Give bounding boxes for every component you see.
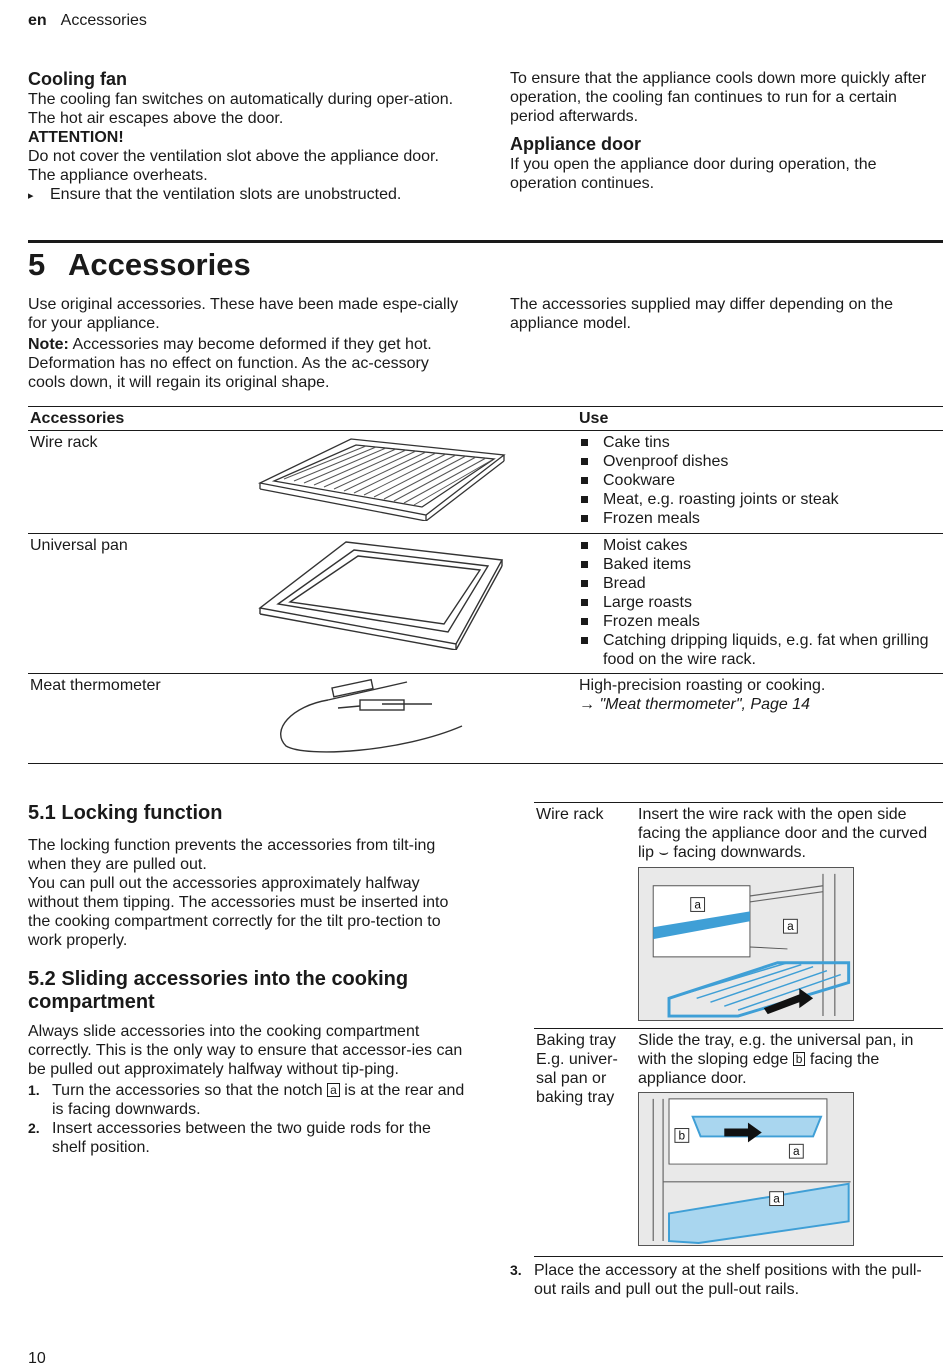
figure-label-a: a <box>773 1191 780 1206</box>
appliance-door-text: If you open the appliance door during operation, the operation continues. <box>510 156 877 192</box>
notch-marker: a <box>327 1083 340 1097</box>
chapter-number: 5 <box>28 247 46 282</box>
cooling-fan-text: The cooling fan switches on automatically during oper-ation. The hot air escapes above the door. <box>28 91 454 127</box>
cooling-fan-section <box>28 68 468 206</box>
step-list-continued <box>510 1261 940 1299</box>
wire-rack-insert-figure <box>638 867 854 1021</box>
instruction-bullet <box>28 185 468 206</box>
wire-rack-image <box>256 435 506 521</box>
wire-rack-instruction: Insert the wire rack with the open side facing the appliance door and the curved lip ⌣ facing downwards. <box>638 806 928 861</box>
list-item: Meat, e.g. roasting joints or steak <box>579 490 941 509</box>
sliding-section <box>28 968 468 1157</box>
step-number: 3. <box>510 1262 522 1278</box>
universal-pan-image <box>256 540 506 650</box>
universal-pan-uses <box>579 536 941 669</box>
note-body: Accessories may become deformed if they get hot. Deformation has no effect on function. As the ac-cessory cools down, it will regain its original shape. <box>28 336 432 391</box>
page-number: 10 <box>28 1350 46 1367</box>
locking-text-2: You can pull out the accessories approximately halfway without them tipping. The accessories must be inserted into the cooking compartment correctly for the tilt pro-tection to work properly. <box>28 875 449 949</box>
page-reference-link[interactable]: → "Meat thermometer", Page 14 <box>579 696 811 713</box>
cooling-fan-heading: Cooling fan <box>28 69 127 89</box>
list-item: Baked items <box>579 555 941 574</box>
list-item: Ovenproof dishes <box>579 452 941 471</box>
note-label: Note: <box>28 336 69 353</box>
list-item: Frozen meals <box>579 612 941 631</box>
note-text <box>28 335 468 392</box>
baking-tray-insert-figure <box>638 1092 854 1246</box>
step-number: 2. <box>28 1120 40 1136</box>
list-item: Large roasts <box>579 593 941 612</box>
table-row <box>534 1029 943 1257</box>
table-row <box>534 803 943 1029</box>
chapter-title <box>28 247 251 283</box>
list-item: Cake tins <box>579 433 941 452</box>
locking-section <box>28 802 468 950</box>
list-item: 1. Turn the accessories so that the notch a is at the rear and is facing downwards. <box>28 1082 465 1118</box>
table-row <box>28 534 943 674</box>
list-item: Moist cakes <box>579 536 941 555</box>
figure-label-a: a <box>787 919 794 934</box>
locking-heading: 5.1 Locking function <box>28 802 223 824</box>
list-item: Bread <box>579 574 941 593</box>
table-row <box>28 674 943 764</box>
accessory-name: Meat thermometer <box>30 677 161 694</box>
figure-label-a: a <box>793 1144 800 1159</box>
cooling-fan-continued <box>510 69 940 193</box>
accessories-table <box>28 406 943 764</box>
col-use: Use <box>577 407 943 431</box>
locking-text-1: The locking function prevents the accessories from tilt-ing when they are pulled out. <box>28 837 436 873</box>
attention-text: Do not cover the ventilation slot above the appliance door. The appliance overheats. <box>28 148 439 184</box>
running-header <box>28 11 147 30</box>
step-number: 1. <box>28 1082 40 1098</box>
triangle-bullet-icon: ▸ <box>28 190 34 202</box>
meat-thermometer-use: High-precision roasting or cooking. <box>579 677 826 694</box>
list-item: Catching dripping liquids, e.g. fat when grilling food on the wire rack. <box>579 631 941 669</box>
table-row <box>28 431 943 534</box>
cooling-fan-text-2: To ensure that the appliance cools down more quickly after operation, the cooling fan continues to run for a certain period afterwards. <box>510 70 927 125</box>
figure-label-b: b <box>678 1128 686 1143</box>
sliding-text: Always slide accessories into the cooking compartment correctly. This is the only way to ensure that accessor-ies can be pulled out approximately halfway without tip-ping. <box>28 1023 463 1078</box>
row-label: Wire rack <box>536 806 604 823</box>
appliance-door-heading: Appliance door <box>510 134 642 154</box>
chapter-rule <box>28 240 943 243</box>
insertion-table <box>534 802 943 1257</box>
instruction-text: Ensure that the ventilation slots are unobstructed. <box>50 186 402 203</box>
list-item: 2. Insert accessories between the two guide rods for the shelf position. <box>28 1120 431 1156</box>
supplied-note: The accessories supplied may differ depending on the appliance model. <box>510 296 894 332</box>
meat-thermometer-image <box>272 676 472 756</box>
accessory-name: Wire rack <box>30 434 98 451</box>
step-list <box>28 1081 468 1157</box>
list-item: Frozen meals <box>579 509 941 528</box>
wire-rack-uses <box>579 433 941 528</box>
intro-text: Use original accessories. These have been made espe-cially for your appliance. <box>28 296 459 332</box>
edge-marker: b <box>793 1052 806 1066</box>
chapter-intro <box>28 295 468 392</box>
table-header-row <box>28 407 943 431</box>
baking-tray-instruction: Slide the tray, e.g. the universal pan, in with the sloping edge b facing the appliance door. <box>638 1032 914 1087</box>
accessory-name: Universal pan <box>30 537 128 554</box>
language-code: en <box>28 12 47 29</box>
header-section: Accessories <box>60 12 147 29</box>
figure-label-a: a <box>694 897 701 912</box>
list-item: Cookware <box>579 471 941 490</box>
col-accessories: Accessories <box>28 407 577 431</box>
chapter-name: Accessories <box>68 247 251 282</box>
sliding-heading: 5.2 Sliding accessories into the cooking compartment <box>28 968 409 1013</box>
attention-label: ATTENTION! <box>28 129 124 146</box>
list-item: 3. Place the accessory at the shelf positions with the pull-out rails and pull out the pull-out rails. <box>510 1262 922 1298</box>
chapter-intro-right <box>510 295 940 333</box>
row-label: Baking tray E.g. univer-sal pan or baking tray <box>536 1032 618 1106</box>
